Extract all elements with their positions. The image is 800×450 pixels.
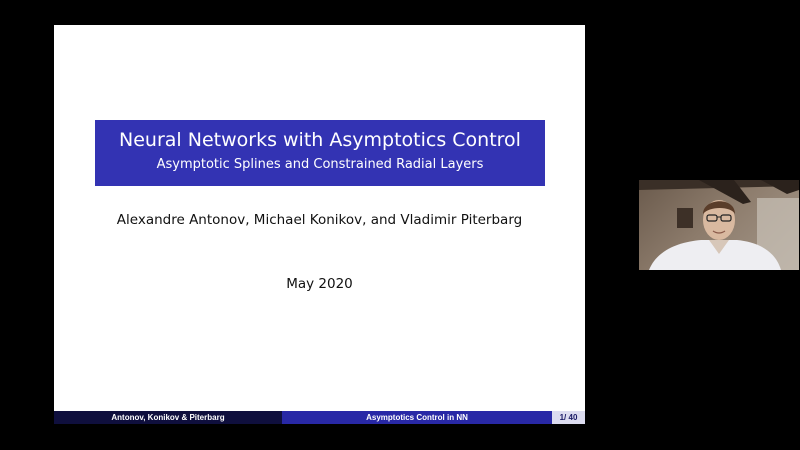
slide-date: May 2020 bbox=[286, 276, 353, 292]
presenter-webcam-video bbox=[639, 180, 799, 270]
slide-authors: Alexandre Antonov, Michael Konikov, and Vladimir Piterbarg bbox=[116, 212, 523, 228]
presenter-video-icon bbox=[639, 180, 799, 270]
wall-picture bbox=[677, 208, 693, 228]
title-block bbox=[95, 120, 545, 186]
ceiling-beam bbox=[761, 180, 799, 194]
footer-authors: Antonov, Konikov & Piterbarg bbox=[54, 411, 282, 424]
slide-footer bbox=[54, 411, 585, 424]
slide-subtitle: Asymptotic Splines and Constrained Radial Layers bbox=[156, 157, 484, 172]
slide-title: Neural Networks with Asymptotics Control bbox=[119, 129, 521, 151]
footer-page-number: 1/ 40 bbox=[552, 411, 585, 424]
footer-short-title: Asymptotics Control in NN bbox=[282, 411, 552, 424]
presentation-slide bbox=[54, 25, 585, 424]
